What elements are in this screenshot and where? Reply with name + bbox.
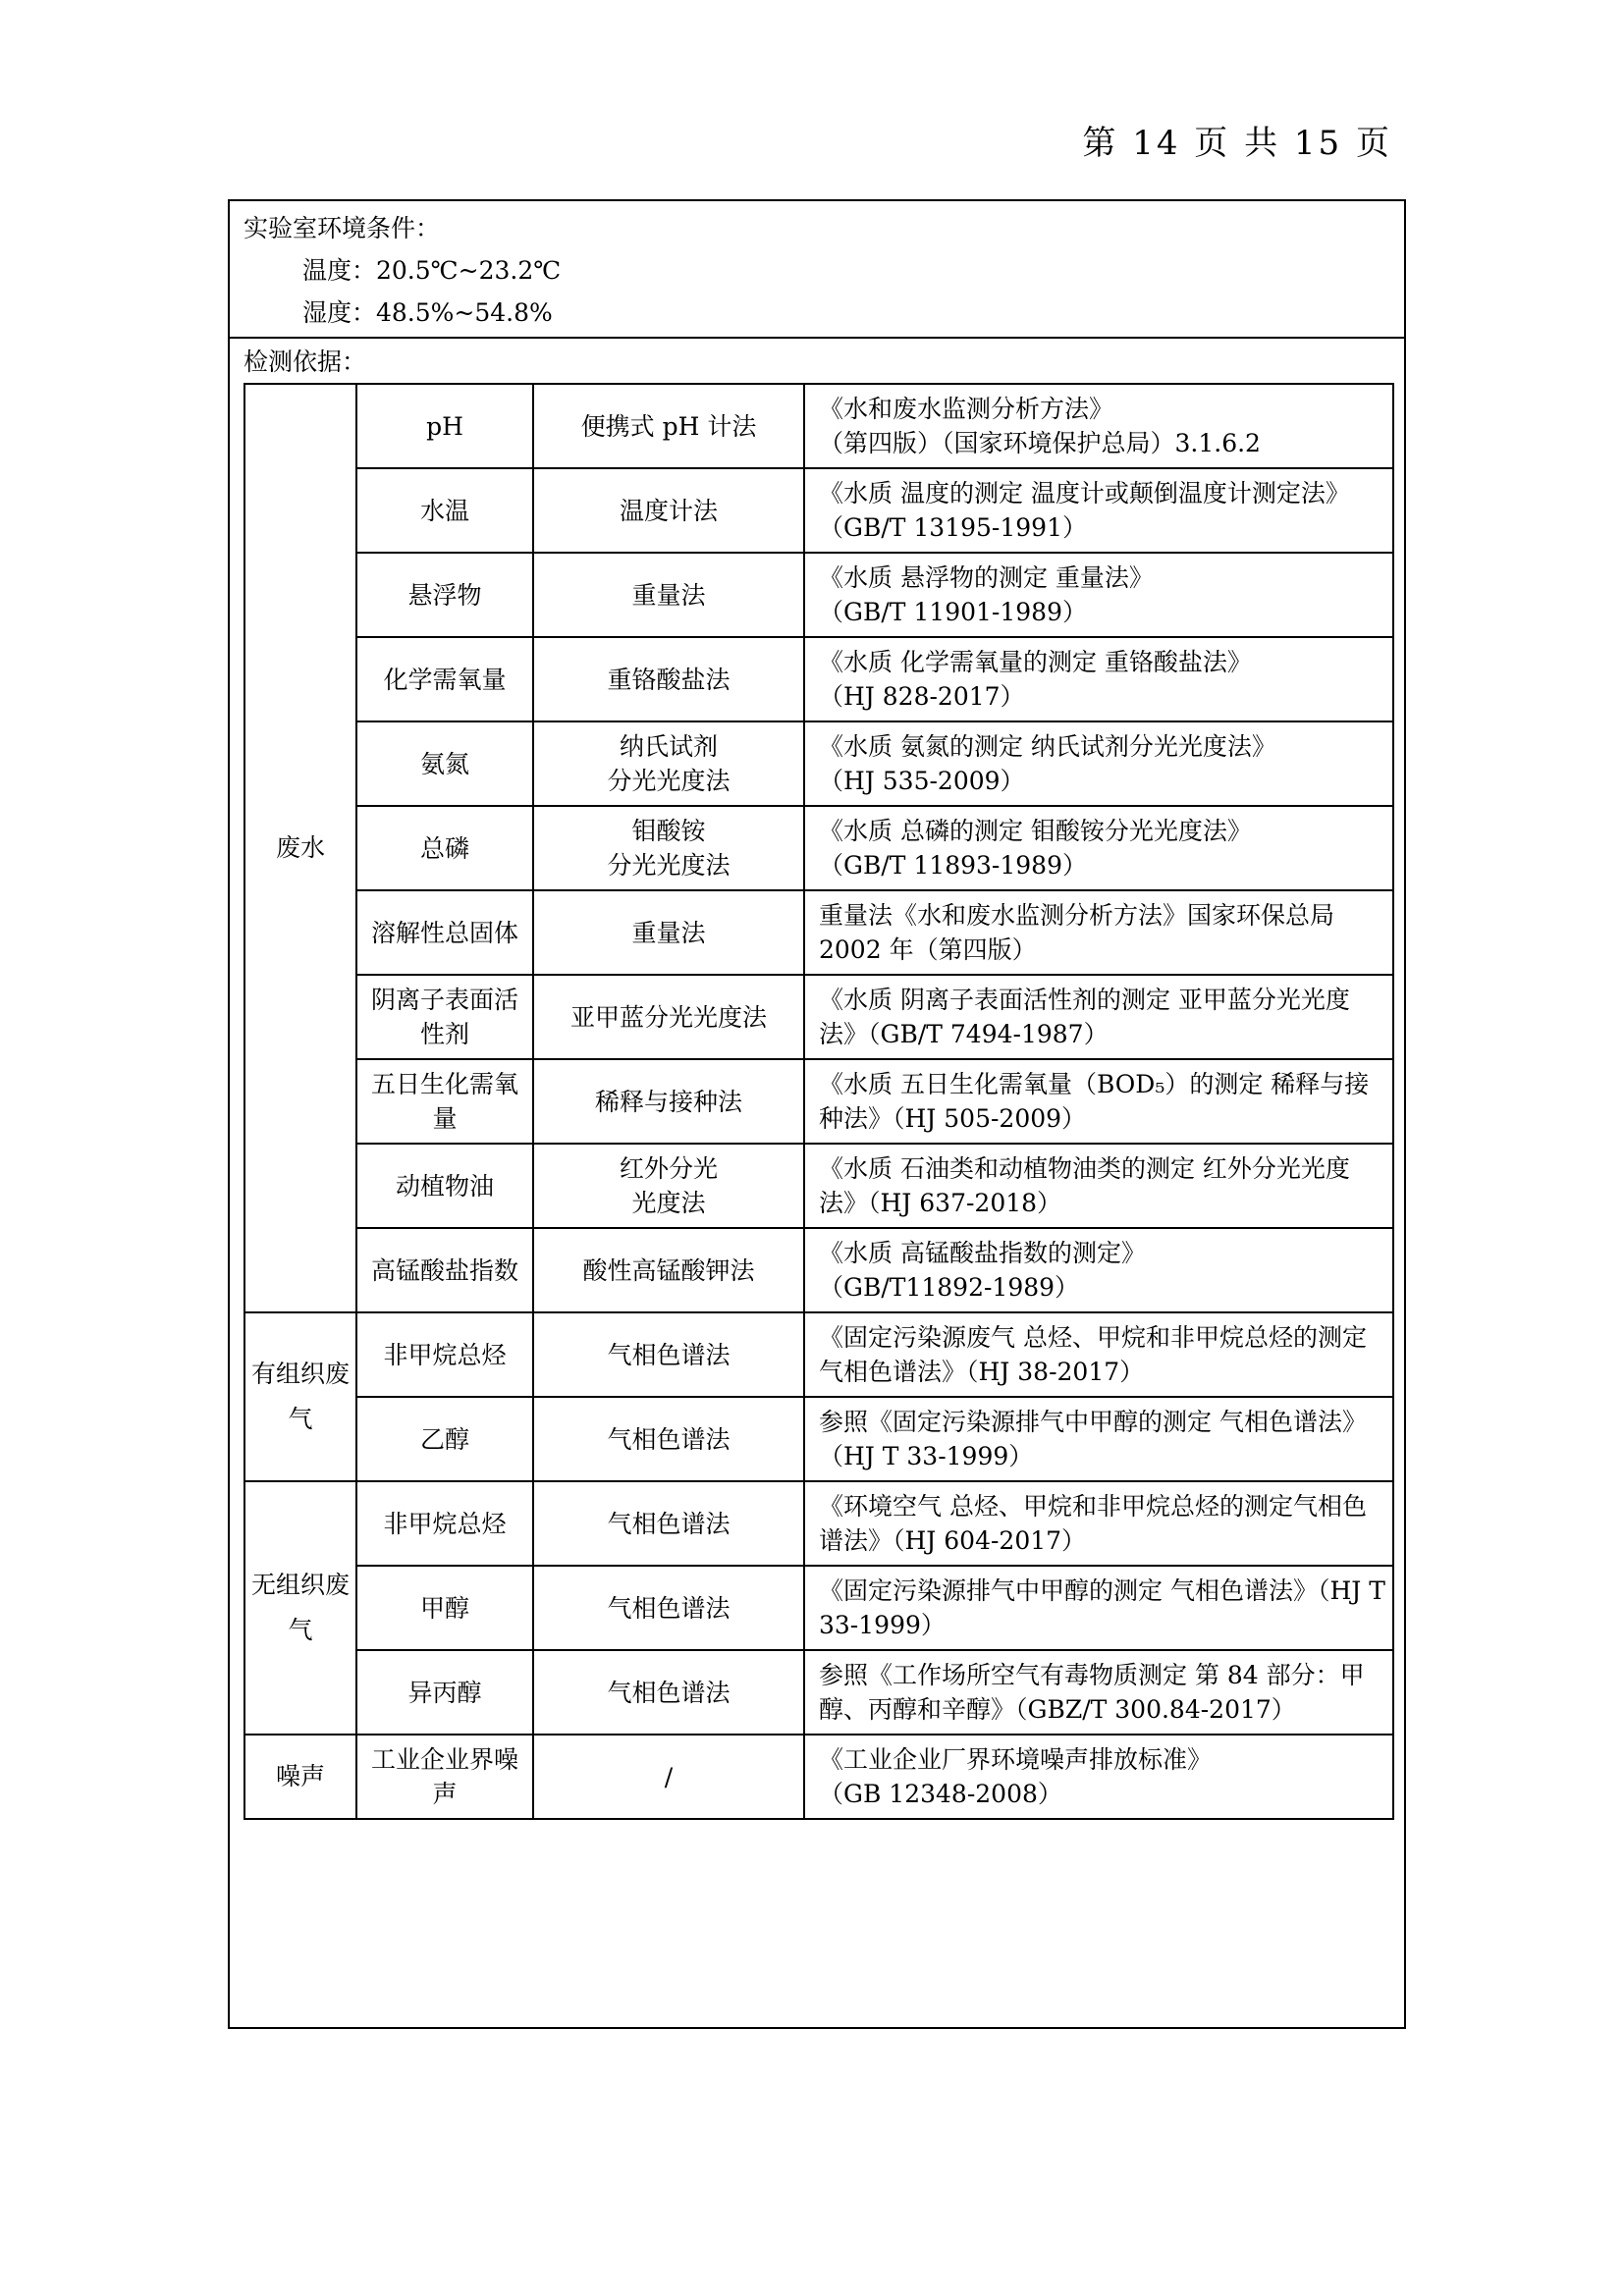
item-cell-text: 高锰酸盐指数 <box>370 1255 518 1285</box>
table-row <box>244 1312 1393 1397</box>
standard-cell <box>804 553 1393 637</box>
standard-cell-text: 《固定污染源排气中甲醇的测定 气相色谱法》（HJ T 33-1999） <box>819 1576 1385 1639</box>
category-cell <box>244 1312 356 1481</box>
method-cell-text: 气相色谱法 <box>607 1340 731 1369</box>
method-cell <box>533 1312 804 1397</box>
standard-cell-text: 《水质 悬浮物的测定 重量法》 （GB/T 11901-1989） <box>819 563 1154 626</box>
method-cell-text: 红外分光 光度法 <box>619 1154 718 1217</box>
table-row <box>244 384 1393 468</box>
method-cell-text: 气相色谱法 <box>607 1593 731 1623</box>
standard-cell <box>804 721 1393 806</box>
standard-cell-text: 《工业企业厂界环境噪声排放标准》 （GB 12348-2008） <box>819 1745 1213 1808</box>
item-cell <box>356 1059 533 1144</box>
method-cell <box>533 1481 804 1566</box>
item-cell <box>356 468 533 553</box>
standard-cell <box>804 1144 1393 1228</box>
standard-cell-text: 重量法《水和废水监测分析方法》国家环保总局 2002 年（第四版） <box>819 901 1335 964</box>
table-row <box>244 1566 1393 1650</box>
category-label: 无组织废气 <box>250 1571 350 1644</box>
table-row <box>244 1735 1393 1819</box>
test-basis-table-body <box>244 384 1393 1819</box>
standard-cell-text: 《环境空气 总烃、甲烷和非甲烷总烃的测定气相色谱法》（HJ 604-2017） <box>819 1492 1367 1555</box>
category-cell <box>244 1735 356 1819</box>
standard-cell <box>804 1481 1393 1566</box>
standard-cell <box>804 890 1393 975</box>
standard-cell <box>804 1735 1393 1819</box>
item-cell <box>356 1312 533 1397</box>
report-frame <box>228 199 1406 2029</box>
item-cell-text: 化学需氧量 <box>383 665 507 694</box>
method-cell <box>533 1566 804 1650</box>
standard-cell <box>804 1650 1393 1735</box>
table-row <box>244 721 1393 806</box>
table-row <box>244 975 1393 1059</box>
method-cell-text: 酸性高锰酸钾法 <box>582 1255 755 1285</box>
method-cell <box>533 806 804 890</box>
table-row <box>244 1144 1393 1228</box>
method-cell <box>533 1144 804 1228</box>
item-cell-text: 动植物油 <box>395 1171 494 1201</box>
method-cell <box>533 721 804 806</box>
standard-cell-text: 《固定污染源废气 总烃、甲烷和非甲烷总烃的测定 气相色谱法》（HJ 38-2017） <box>819 1323 1367 1386</box>
standard-cell-text: 《水质 高锰酸盐指数的测定》 （GB/T11892-1989） <box>819 1239 1146 1302</box>
method-cell-text: 气相色谱法 <box>607 1509 731 1538</box>
standard-cell <box>804 1397 1393 1481</box>
table-row <box>244 806 1393 890</box>
item-cell-text: 水温 <box>419 496 469 525</box>
item-cell-text: 总磷 <box>419 833 469 863</box>
table-row <box>244 1059 1393 1144</box>
item-cell-text: 工业企业界噪声 <box>370 1745 518 1808</box>
standard-cell <box>804 1228 1393 1312</box>
method-cell-text: 纳氏试剂 分光光度法 <box>607 732 731 795</box>
item-cell <box>356 637 533 721</box>
table-row <box>244 1228 1393 1312</box>
item-cell <box>356 384 533 468</box>
item-cell-text: 非甲烷总烃 <box>383 1509 507 1538</box>
method-cell-text: 气相色谱法 <box>607 1424 731 1454</box>
item-cell <box>356 1144 533 1228</box>
method-cell-text: 稀释与接种法 <box>594 1087 742 1116</box>
standard-cell-text: 参照《固定污染源排气中甲醇的测定 气相色谱法》（HJ T 33-1999） <box>819 1408 1367 1470</box>
environment-temperature: 温度：20.5℃~23.2℃ <box>302 256 562 285</box>
table-row <box>244 468 1393 553</box>
item-cell <box>356 553 533 637</box>
standard-cell-text: 参照《工作场所空气有毒物质测定 第 84 部分：甲醇、丙醇和辛醇》（GBZ/T 300.84-2017） <box>819 1661 1365 1724</box>
method-cell-text: 重量法 <box>631 580 706 610</box>
standard-cell-text: 《水质 总磷的测定 钼酸铵分光光度法》 （GB/T 11893-1989） <box>819 817 1252 880</box>
item-cell-text: 五日生化需氧量 <box>370 1070 518 1133</box>
standard-cell-text: 《水质 石油类和动植物油类的测定 红外分光光度法》（HJ 637-2018） <box>819 1154 1350 1217</box>
method-cell-text: / <box>664 1762 674 1791</box>
method-cell <box>533 1228 804 1312</box>
method-cell-text: 重量法 <box>631 918 706 947</box>
item-cell <box>356 975 533 1059</box>
category-cell <box>244 1481 356 1735</box>
method-cell <box>533 1650 804 1735</box>
item-cell-text: 阴离子表面活性剂 <box>370 986 518 1048</box>
standard-cell <box>804 806 1393 890</box>
standard-cell-text: 《水质 温度的测定 温度计或颠倒温度计测定法》（GB/T 13195-1991） <box>819 479 1350 542</box>
item-cell-text: 非甲烷总烃 <box>383 1340 507 1369</box>
table-row <box>244 1397 1393 1481</box>
page-number: 第 14 页 共 15 页 <box>1082 124 1392 163</box>
method-cell-text: 气相色谱法 <box>607 1678 731 1707</box>
item-cell <box>356 806 533 890</box>
item-cell <box>356 890 533 975</box>
category-label: 噪声 <box>275 1762 325 1790</box>
lab-environment-section <box>230 201 1404 339</box>
method-cell-text: 温度计法 <box>619 496 718 525</box>
item-cell-text: 氨氮 <box>419 749 469 778</box>
method-cell <box>533 637 804 721</box>
environment-title: 实验室环境条件： <box>244 214 441 242</box>
item-cell <box>356 1650 533 1735</box>
basis-title: 检测依据： <box>244 347 367 376</box>
item-cell-text: 甲醇 <box>419 1593 469 1623</box>
method-cell-text: 便携式 pH 计法 <box>580 411 757 441</box>
category-cell <box>244 384 356 1312</box>
item-cell <box>356 1735 533 1819</box>
item-cell <box>356 1228 533 1312</box>
item-cell-text: 悬浮物 <box>407 580 482 610</box>
method-cell-text: 重铬酸盐法 <box>607 665 731 694</box>
table-row <box>244 890 1393 975</box>
item-cell <box>356 1481 533 1566</box>
test-basis-table <box>244 383 1394 1820</box>
item-cell-text: 溶解性总固体 <box>370 918 518 947</box>
standard-cell <box>804 468 1393 553</box>
standard-cell-text: 《水质 阴离子表面活性剂的测定 亚甲蓝分光光度法》（GB/T 7494-1987） <box>819 986 1350 1048</box>
environment-humidity: 湿度：48.5%~54.8% <box>302 298 553 327</box>
method-cell <box>533 384 804 468</box>
standard-cell-text: 《水质 化学需氧量的测定 重铬酸盐法》 （HJ 828-2017） <box>819 648 1252 711</box>
standard-cell <box>804 1566 1393 1650</box>
method-cell-text: 亚甲蓝分光光度法 <box>569 1002 767 1032</box>
item-cell-text: 乙醇 <box>419 1424 469 1454</box>
method-cell <box>533 1397 804 1481</box>
standard-cell <box>804 637 1393 721</box>
standard-cell-text: 《水质 五日生化需氧量（BOD₅）的测定 稀释与接种法》（HJ 505-2009） <box>819 1070 1370 1133</box>
item-cell <box>356 1397 533 1481</box>
standard-cell-text: 《水质 氨氮的测定 纳氏试剂分光光度法》 （HJ 535-2009） <box>819 732 1276 795</box>
standard-cell <box>804 1312 1393 1397</box>
method-cell <box>533 1735 804 1819</box>
standard-cell <box>804 384 1393 468</box>
method-cell-text: 钼酸铵 分光光度法 <box>607 817 731 880</box>
standard-cell <box>804 1059 1393 1144</box>
item-cell <box>356 721 533 806</box>
item-cell-text: 异丙醇 <box>407 1678 482 1707</box>
method-cell <box>533 975 804 1059</box>
table-row <box>244 553 1393 637</box>
table-row <box>244 1650 1393 1735</box>
method-cell <box>533 1059 804 1144</box>
table-row <box>244 1481 1393 1566</box>
item-cell-text: pH <box>426 411 463 441</box>
category-label: 有组织废气 <box>250 1360 350 1433</box>
category-label: 废水 <box>275 833 325 862</box>
method-cell <box>533 468 804 553</box>
method-cell <box>533 553 804 637</box>
standard-cell <box>804 975 1393 1059</box>
table-row <box>244 637 1393 721</box>
item-cell <box>356 1566 533 1650</box>
method-cell <box>533 890 804 975</box>
standard-cell-text: 《水和废水监测分析方法》 （第四版）（国家环境保护总局）3.1.6.2 <box>819 395 1261 457</box>
